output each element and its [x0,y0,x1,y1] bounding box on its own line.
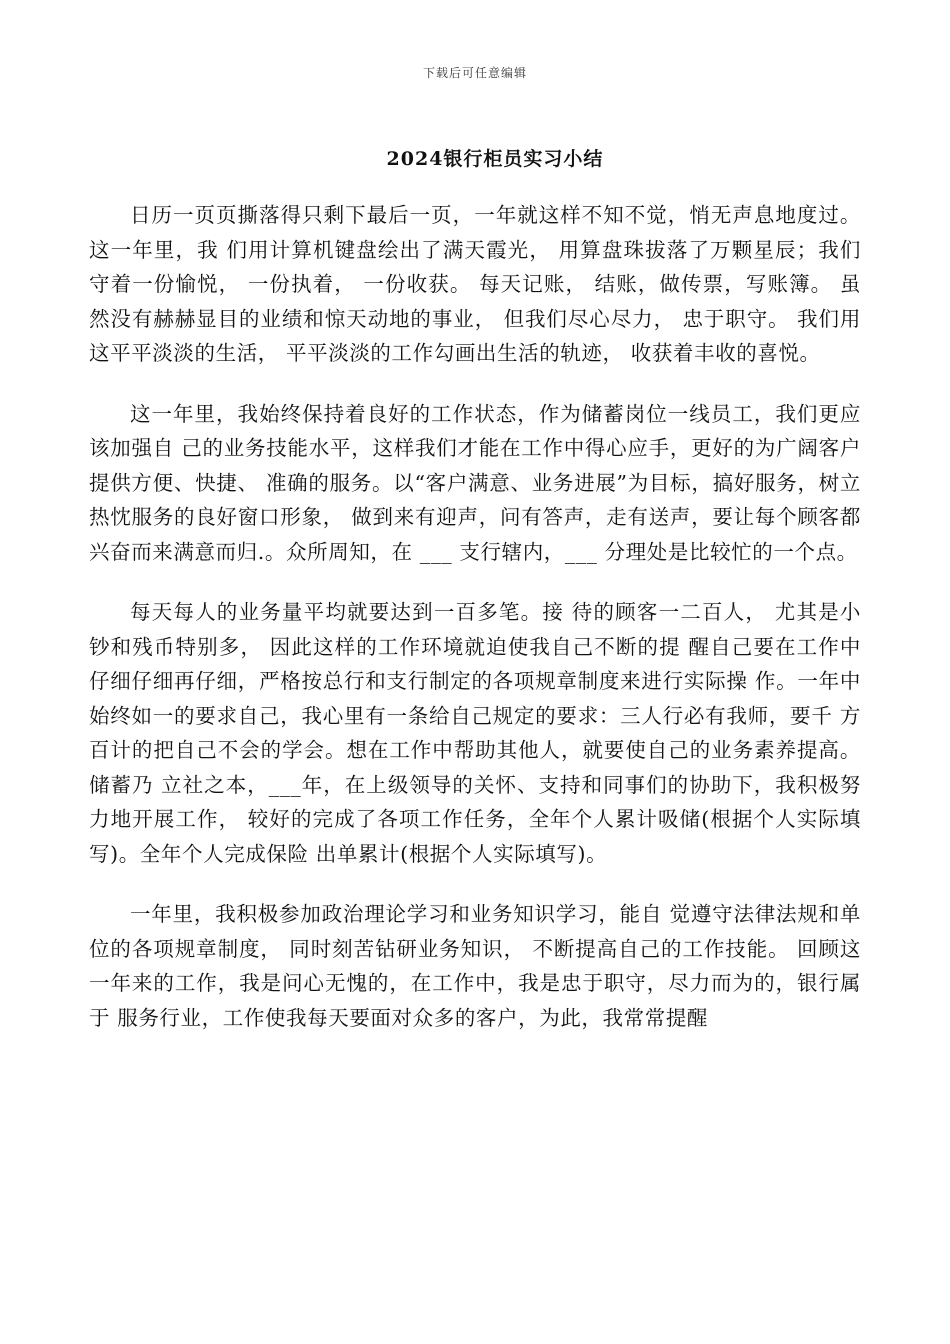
paragraph-4: 一年里，我积极参加政治理论学习和业务知识学习，能自 觉遵守法律法规和单位的各项规章制度， 同时刻苦钻研业务知识， 不断提高自己的工作技能。 回顾这一年来的工作，我是问心无愧的，在工作中，我是忠于职守，尽力而为的，银行属于 服务行业，工作使我每天要面对众多的客户，为此，我常常提醒 [89,902,861,1030]
header-note: 下载后可任意编辑 [422,66,527,80]
paragraph-2: 这一年里，我始终保持着良好的工作状态，作为储蓄岗位一线员工，我们更应该加强自 己的业务技能水平，这样我们才能在工作中得心应手，更好的为广阔客户提供方便、快捷、 准确的服务。以“客户满意、业务进展”为目标，搞好服务，树立热忱服务的良好窗口形象， 做到来有迎声，问有答声，走有送声，要让每个顾客都兴奋而来满意而归.。众所周知，在 ___ 支行辖内，___ 分理处是比较忙的一个点。 [89,401,861,564]
paragraph-3: 每天每人的业务量平均就要达到一百多笔。接 待的顾客一二百人， 尤其是小钞和残币特别多， 因此这样的工作环境就迫使我自己不断的提 醒自己要在工作中仔细仔细再仔细，严格按总行和支行制定的各项规章制度来进行实际操 作。一年中始终如一的要求自己，我心里有一条给自己规定的要求：三人行必有我师，要千 方百计的把自己不会的学会。想在工作中帮助其他人，就要使自己的业务素养提高。储蓄乃 立社之本，___年，在上级领导的关怀、支持和同事们的协助下，我积极努力地开展工作， 较好的完成了各项工作任务，全年个人累计吸储(根据个人实际填写)。全年个人完成保险 出单累计(根据个人实际填写)。 [89,600,861,866]
document-body [89,198,861,1061]
document-title: 2024银行柜员实习小结 [386,148,604,170]
paragraph-1: 日历一页页撕落得只剩下最后一页，一年就这样不知不觉，悄无声息地度过。这一年里，我 们用计算机键盘绘出了满天霞光， 用算盘珠拔落了万颗星辰；我们守着一份愉悦， 一份执着， 一份收获。 每天记账， 结账，做传票，写账簿。 虽然没有赫赫显目的业绩和惊天动地的事业， 但我们尽心尽力， 忠于职守。 我们用这平平淡淡的生活， 平平淡淡的工作勾画出生活的轨迹， 收获着丰收的喜悦。 [89,203,861,365]
